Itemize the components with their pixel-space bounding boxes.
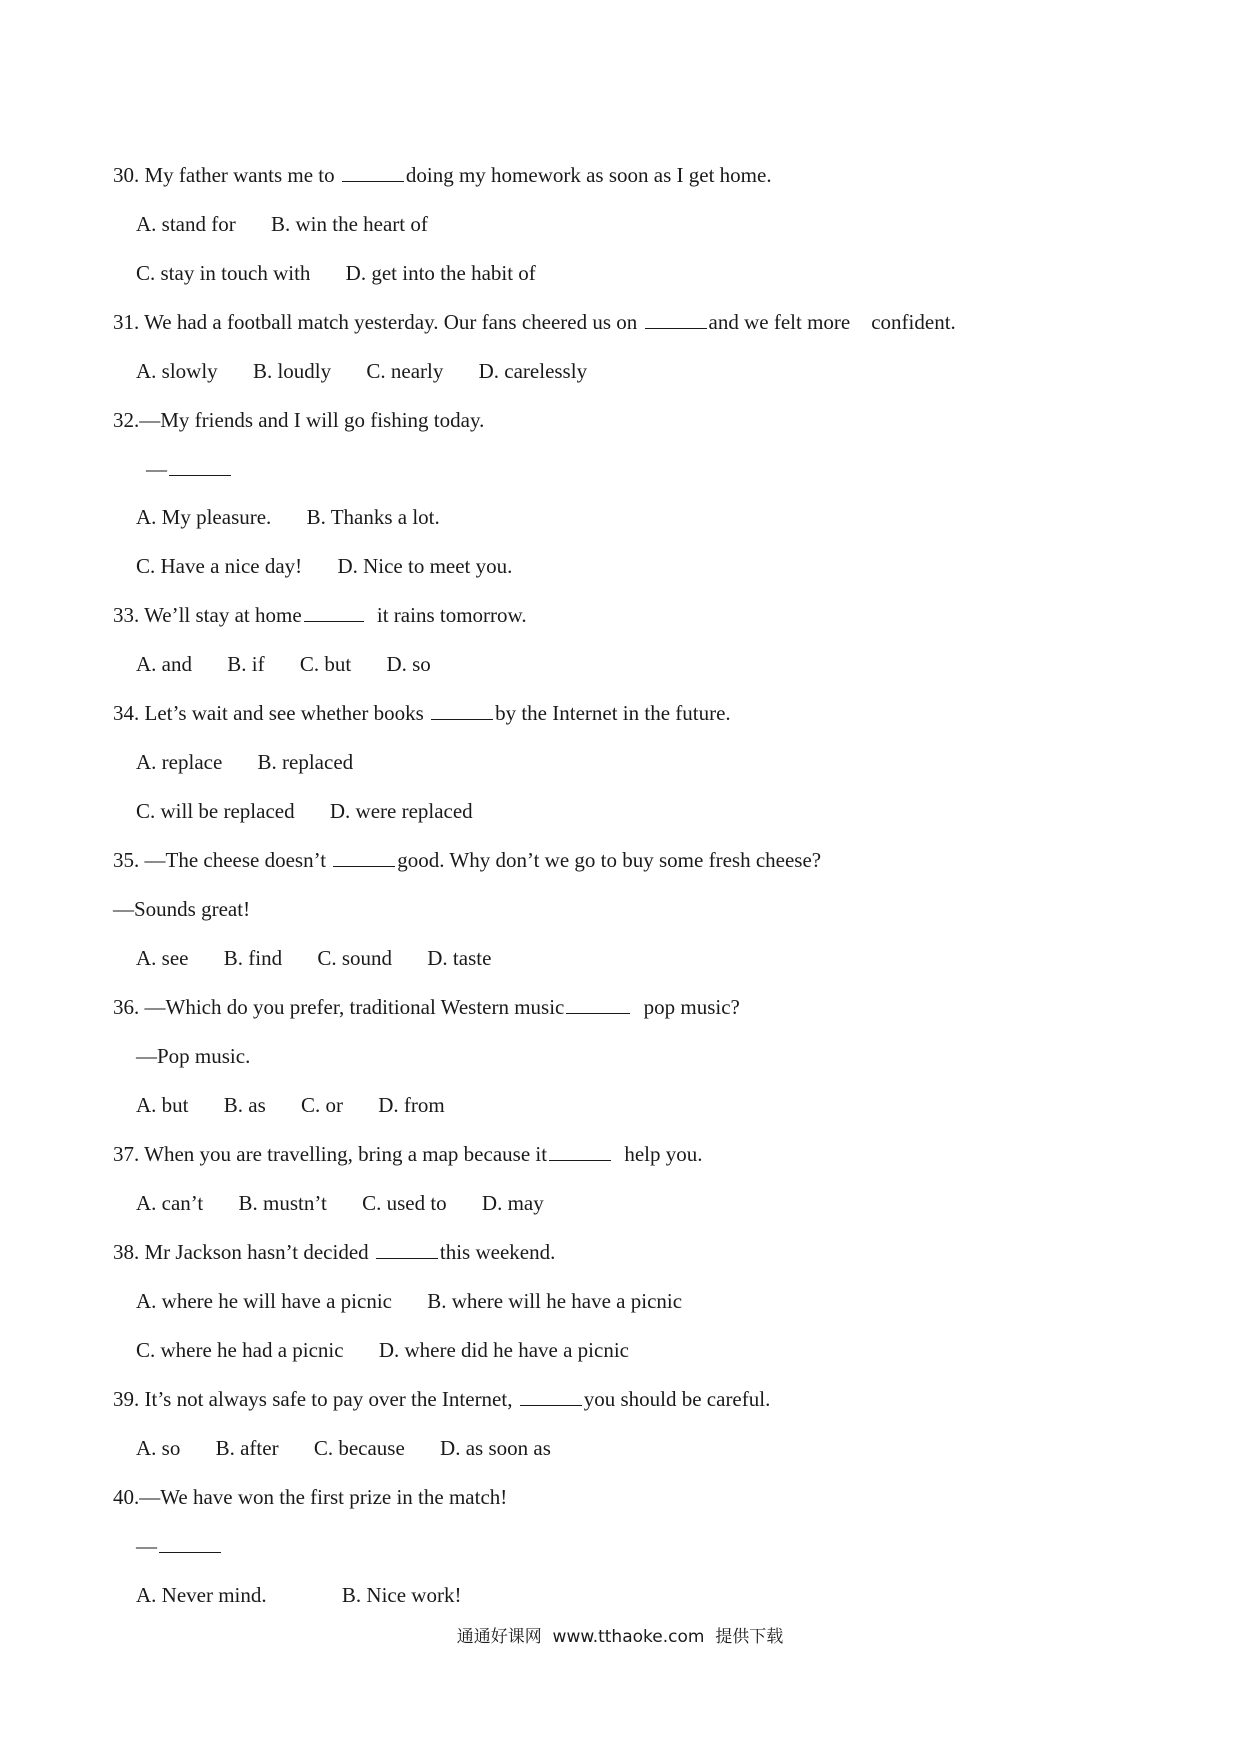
option-a: A. My pleasure.	[136, 505, 272, 529]
answer-blank	[304, 603, 364, 622]
page-footer: 通通好课网 www.tthaoke.com 提供下载	[456, 1627, 784, 1647]
question-stem: by the Internet in the future.	[495, 701, 731, 725]
question-36	[113, 994, 740, 1020]
option-c: C. nearly	[366, 359, 444, 383]
options-row	[136, 504, 440, 530]
question-39	[113, 1386, 770, 1412]
question-number: 37.	[113, 1142, 140, 1166]
reply-dash: —	[146, 457, 167, 481]
question-30	[113, 162, 772, 188]
question-number: 33.	[113, 603, 140, 627]
options-row	[136, 1288, 682, 1314]
option-c: C. used to	[362, 1191, 447, 1215]
answer-blank	[520, 1387, 582, 1406]
question-34	[113, 700, 731, 726]
reply-text: —Pop music.	[136, 1044, 251, 1068]
question-stem: pop music?	[643, 995, 740, 1019]
option-d: D. where did he have a picnic	[378, 1338, 629, 1362]
option-c: C. because	[313, 1436, 405, 1460]
answer-blank	[159, 1534, 221, 1553]
question-stem: Mr Jackson hasn’t decided	[144, 1240, 369, 1264]
option-c: C. will be replaced	[136, 799, 295, 823]
option-d: D. get into the habit of	[345, 261, 536, 285]
reply-line	[136, 1043, 250, 1069]
option-d: D. taste	[427, 946, 492, 970]
options-row	[136, 945, 491, 971]
option-a: A. where he will have a picnic	[136, 1289, 392, 1313]
option-b: B. after	[215, 1436, 279, 1460]
answer-blank	[342, 163, 404, 182]
question-stem: good. Why don’t we go to buy some fresh cheese?	[397, 848, 822, 872]
question-number: 35.	[113, 848, 140, 872]
option-b: B. find	[223, 946, 283, 970]
question-number: 34.	[113, 701, 140, 725]
answer-blank	[169, 457, 231, 476]
option-b: B. loudly	[252, 359, 332, 383]
reply-line	[136, 1533, 223, 1559]
reply-text: —Sounds great!	[113, 897, 251, 921]
option-a: A. so	[136, 1436, 181, 1460]
question-32	[113, 407, 484, 433]
option-d: D. as soon as	[440, 1436, 551, 1460]
question-stem: —Which do you prefer, traditional Western music	[144, 995, 565, 1019]
option-a: A. but	[136, 1093, 189, 1117]
answer-blank	[645, 310, 707, 329]
question-stem: you should be careful.	[583, 1387, 771, 1411]
option-c: C. or	[301, 1093, 343, 1117]
option-c: C. where he had a picnic	[136, 1338, 344, 1362]
question-number: 31.	[113, 310, 140, 334]
option-b: B. mustn’t	[238, 1191, 327, 1215]
option-b: B. Thanks a lot.	[306, 505, 440, 529]
question-31	[113, 309, 956, 335]
options-row	[136, 358, 587, 384]
option-b: B. Nice work!	[341, 1583, 462, 1607]
answer-blank	[333, 848, 395, 867]
options-row	[136, 211, 428, 237]
reply-line	[113, 896, 250, 922]
question-number: 32.	[113, 408, 140, 432]
question-stem: It’s not always safe to pay over the Internet,	[144, 1387, 513, 1411]
question-number: 36.	[113, 995, 140, 1019]
option-a: A. Never mind.	[136, 1583, 267, 1607]
options-row	[136, 798, 473, 824]
option-c: C. Have a nice day!	[136, 554, 303, 578]
options-row	[136, 553, 512, 579]
question-stem: and we felt more confident.	[708, 310, 956, 334]
answer-blank	[549, 1142, 611, 1161]
option-a: A. replace	[136, 750, 223, 774]
options-row	[136, 651, 431, 677]
option-a: A. see	[136, 946, 189, 970]
question-stem: —We have won the first prize in the match!	[139, 1485, 508, 1509]
option-c: C. sound	[317, 946, 393, 970]
question-number: 40.	[113, 1485, 140, 1509]
options-row	[136, 1435, 551, 1461]
option-a: A. slowly	[136, 359, 218, 383]
question-number: 38.	[113, 1240, 140, 1264]
options-row	[136, 1190, 544, 1216]
question-stem: doing my homework as soon as I get home.	[405, 163, 772, 187]
option-d: D. were replaced	[329, 799, 473, 823]
question-38	[113, 1239, 555, 1265]
question-stem: —My friends and I will go fishing today.	[139, 408, 485, 432]
question-40	[113, 1484, 507, 1510]
option-d: D. may	[481, 1191, 544, 1215]
question-33	[113, 602, 527, 628]
options-row	[136, 749, 353, 775]
question-35	[113, 847, 821, 873]
option-b: B. win the heart of	[270, 212, 428, 236]
question-number: 39.	[113, 1387, 140, 1411]
options-row	[136, 1337, 629, 1363]
option-b: B. where will he have a picnic	[427, 1289, 683, 1313]
option-a: A. and	[136, 652, 192, 676]
option-d: D. from	[378, 1093, 445, 1117]
question-number: 30.	[113, 163, 140, 187]
option-b: B. if	[227, 652, 265, 676]
option-b: B. replaced	[257, 750, 354, 774]
question-stem: We had a football match yesterday. Our fans cheered us on	[144, 310, 638, 334]
question-stem: it rains tomorrow.	[376, 603, 527, 627]
options-row	[136, 1092, 445, 1118]
answer-blank	[376, 1240, 438, 1259]
answer-blank	[566, 995, 630, 1014]
answer-blank	[431, 701, 493, 720]
reply-dash: —	[136, 1534, 157, 1558]
question-stem: this weekend.	[439, 1240, 556, 1264]
option-d: D. so	[386, 652, 431, 676]
option-b: B. as	[223, 1093, 266, 1117]
question-stem: My father wants me to	[144, 163, 335, 187]
options-row	[136, 260, 536, 286]
question-stem: —The cheese doesn’t	[144, 848, 327, 872]
option-d: D. Nice to meet you.	[337, 554, 513, 578]
question-stem: Let’s wait and see whether books	[144, 701, 424, 725]
question-stem: help you.	[624, 1142, 703, 1166]
option-a: A. can’t	[136, 1191, 204, 1215]
question-37	[113, 1141, 702, 1167]
question-stem: We’ll stay at home	[144, 603, 302, 627]
question-stem: When you are travelling, bring a map because it	[144, 1142, 548, 1166]
option-c: C. stay in touch with	[136, 261, 311, 285]
reply-line	[146, 456, 233, 482]
option-d: D. carelessly	[478, 359, 588, 383]
options-row	[136, 1582, 461, 1608]
option-a: A. stand for	[136, 212, 236, 236]
option-c: C. but	[299, 652, 352, 676]
